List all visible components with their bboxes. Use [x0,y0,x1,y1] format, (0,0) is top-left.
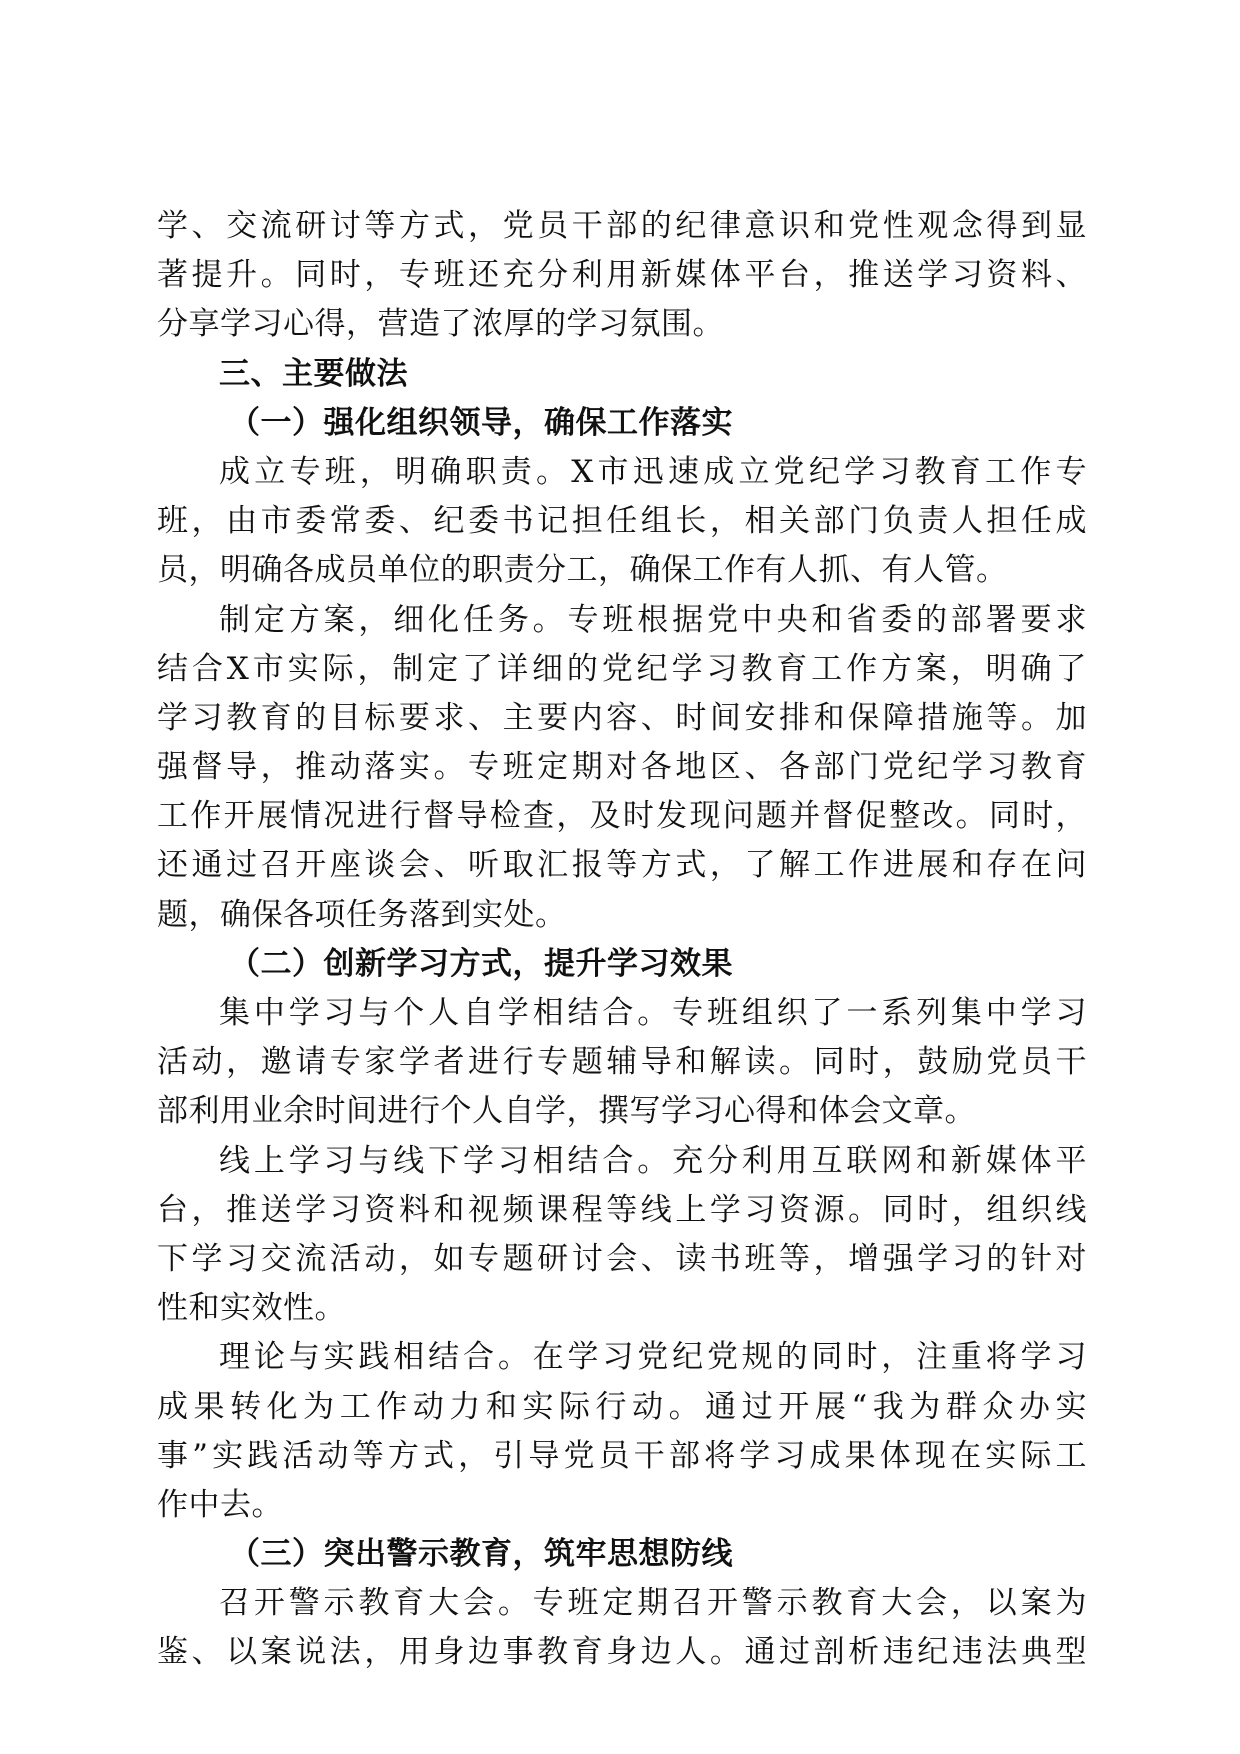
text-line: 员，明确各成员单位的职责分工，确保工作有人抓、有人管。 [157,552,1008,589]
text-line: 题，确保各项任务落到实处。 [157,896,567,933]
text-line: 召开警示教育大会。专班定期召开警示教育大会，以案为 [219,1585,1087,1622]
text-line: 台，推送学习资料和视频课程等线上学习资源。同时，组织线 [157,1191,1087,1228]
text-line: 理论与实践相结合。在学习党纪党规的同时，注重将学习 [219,1339,1087,1376]
text-line: 成立专班，明确职责。X市迅速成立党纪学习教育工作专 [219,453,1087,490]
text-line: 部利用业余时间进行个人自学，撰写学习心得和体会文章。 [157,1093,976,1130]
text-line: 事”实践活动等方式，引导党员干部将学习成果体现在实际工 [157,1437,1087,1474]
text-line: 分享学习心得，营造了浓厚的学习氛围。 [157,306,724,343]
subsection-heading: （二）创新学习方式，提升学习效果 [229,945,733,982]
text-line: 结合X市实际，制定了详细的党纪学习教育工作方案，明确了 [157,650,1087,687]
text-line: 制定方案，细化任务。专班根据党中央和省委的部署要求 [219,601,1087,638]
paragraph [157,989,1087,1137]
text-line: 还通过召开座谈会、听取汇报等方式，了解工作进展和存在问 [157,847,1087,884]
paragraph [157,1333,1087,1530]
document-page [157,202,1087,1678]
text-line: 性和实效性。 [157,1290,346,1327]
text-line: 强督导，推动落实。专班定期对各地区、各部门党纪学习教育 [157,749,1087,786]
section-heading: 三、主要做法 [219,355,408,392]
paragraph [157,1579,1087,1677]
text-line: 下学习交流活动，如专题研讨会、读书班等，增强学习的针对 [157,1240,1087,1277]
text-line: 活动，邀请专家学者进行专题辅导和解读。同时，鼓励党员干 [157,1044,1087,1081]
subsection-heading: （一）强化组织领导，确保工作落实 [229,404,733,441]
subsection-heading: （三）突出警示教育，筑牢思想防线 [229,1536,733,1573]
text-line: 鉴、以案说法，用身边事教育身边人。通过剖析违纪违法典型 [157,1634,1087,1671]
text-line: 工作开展情况进行督导检查，及时发现问题并督促整改。同时， [157,798,1087,835]
paragraph [157,596,1087,940]
text-line: 学、交流研讨等方式，党员干部的纪律意识和党性观念得到显 [157,208,1087,244]
text-line: 学习教育的目标要求、主要内容、时间安排和保障措施等。加 [157,699,1087,736]
text-line: 成果转化为工作动力和实际行动。通过开展“我为群众办实 [157,1388,1087,1425]
text-line: 作中去。 [157,1486,283,1523]
paragraph [157,202,1087,350]
text-line: 集中学习与个人自学相结合。专班组织了一系列集中学习 [219,995,1087,1031]
paragraph [157,1137,1087,1334]
text-line: 著提升。同时，专班还充分利用新媒体平台，推送学习资料、 [157,257,1087,294]
text-line: 线上学习与线下学习相结合。充分利用互联网和新媒体平 [219,1142,1087,1179]
text-line: 班，由市委常委、纪委书记担任组长，相关部门负责人担任成 [157,503,1087,540]
paragraph [157,448,1087,596]
